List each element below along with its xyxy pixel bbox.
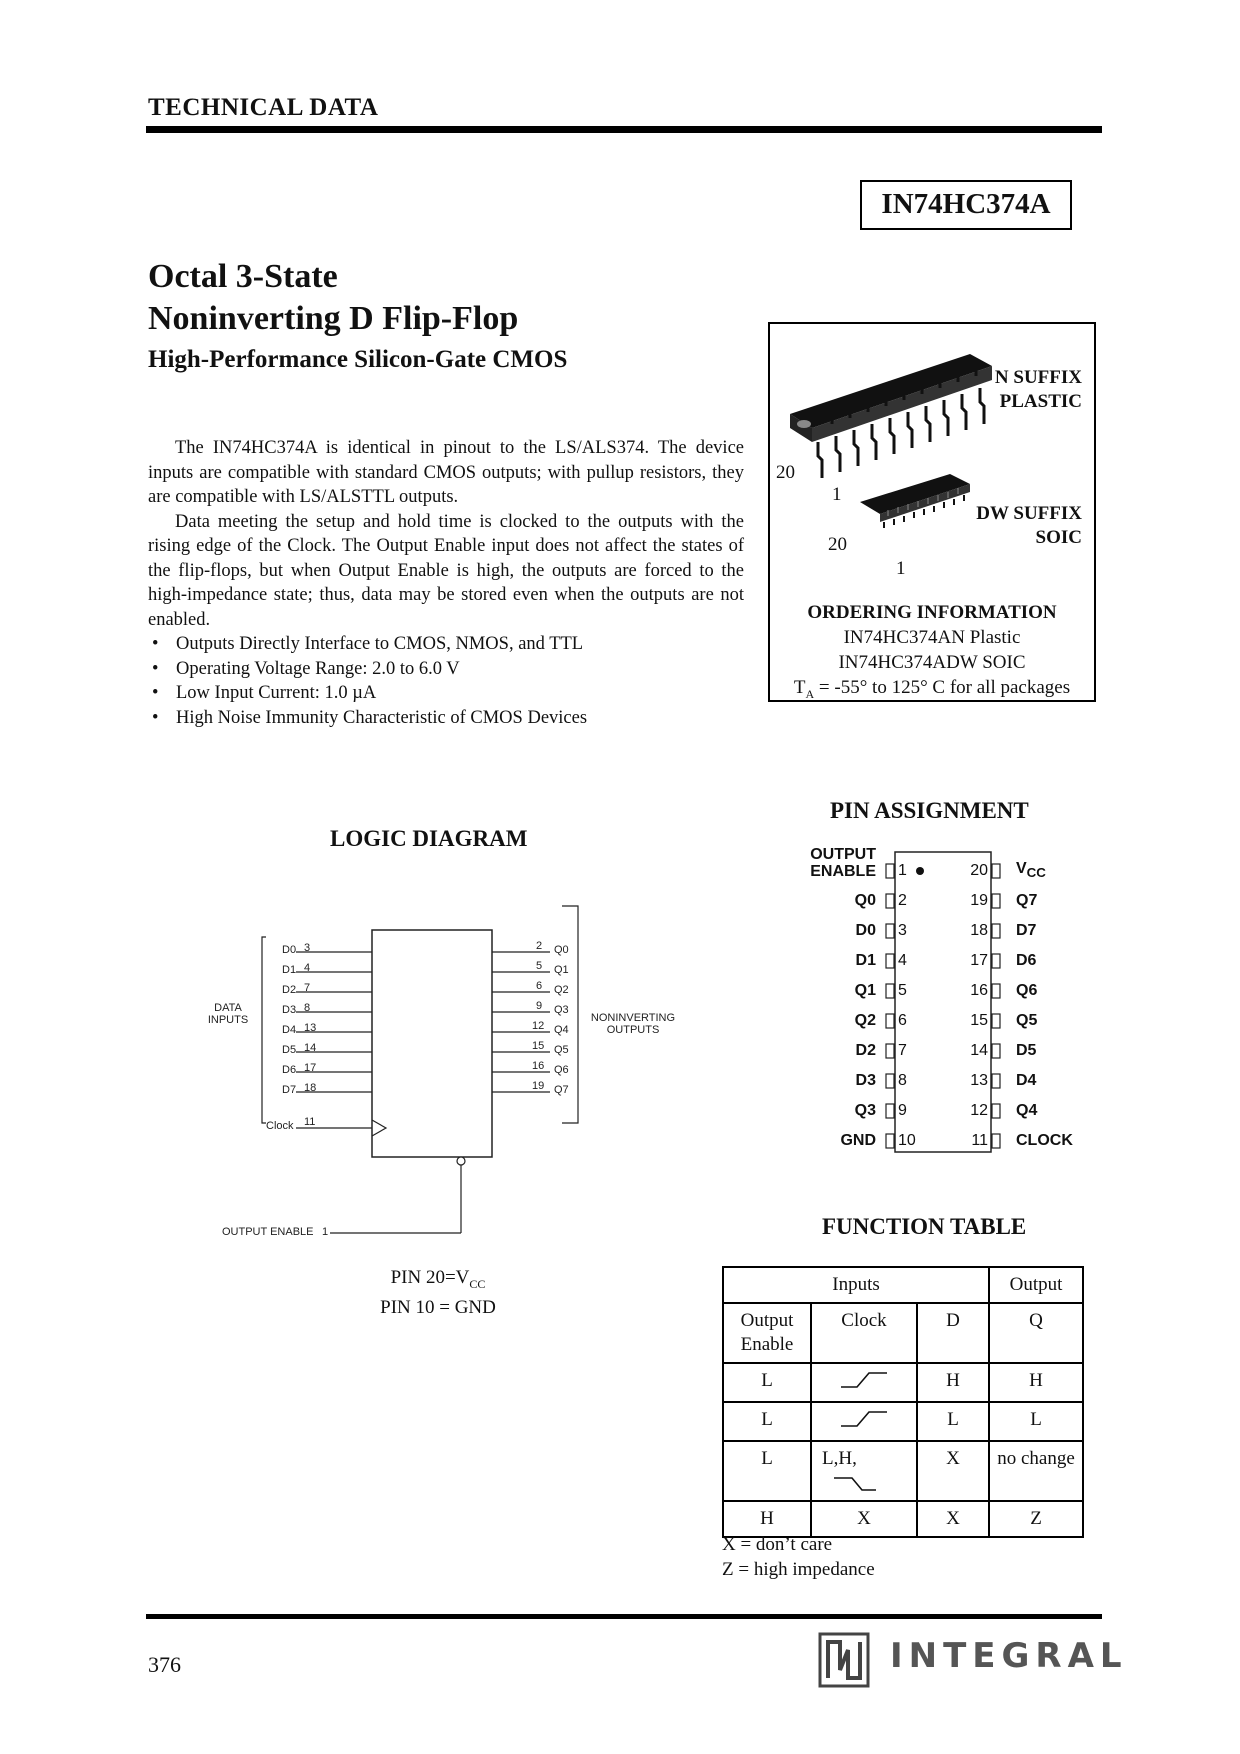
pin-name-left: D0 [855,922,876,939]
pin-name-left: OUTPUT ENABLE [810,846,876,880]
output-pin: 15 [532,1040,545,1052]
table-header: Inputs [723,1267,989,1303]
pin-name-right: D5 [1016,1042,1037,1059]
pin-name-right: $V_{CC}$ [1016,860,1046,881]
output-enable-label: OUTPUT ENABLE [222,1226,314,1238]
table-cell: H [723,1501,811,1537]
table-cell: Z [989,1501,1083,1537]
pin10-note: PIN 10 = GND [380,1296,496,1318]
note: X = don’t care [722,1534,833,1555]
dip-package-icon [790,354,992,478]
output-pin: 6 [536,980,543,992]
title-line-2: Noninverting D Flip-Flop [148,300,519,337]
description-para-1: The IN74HC374A is identical in pinout to the LS/ALS374. The device inputs are compatible with standard CMOS outputs; with pullup resistors, they are compatible with LS/ALSTTL outputs. [148,438,744,507]
pin-name-left: D1 [855,952,876,969]
pin-name-left: Q2 [854,1012,876,1029]
pin-number: 3 [898,922,907,939]
logic-diagram-heading: LOGIC DIAGRAM [330,826,528,851]
table-cell: H [989,1363,1083,1402]
pin-assignment-heading: PIN ASSIGNMENT [830,798,1029,823]
footer-rule [146,1614,1102,1619]
pin-name-right: D7 [1016,922,1037,939]
soic-package-icon [860,474,970,528]
output-label: Q7 [554,1084,569,1096]
ordering-line: IN74HC374ADW SOIC [838,652,1026,673]
n-suffix-label: N SUFFIX PLASTIC [994,367,1082,412]
table-row [723,1363,1083,1402]
pin-number: 20 [970,862,988,879]
input-pin: 14 [304,1042,317,1054]
pin-number: 8 [898,1072,907,1089]
pin-name-right: D4 [1016,1072,1037,1089]
pin-name-left: Q1 [854,982,876,999]
pin-assignment [790,848,1090,1160]
pin-number: 4 [898,952,907,969]
table-header: Clock [811,1303,917,1363]
soic-pin20-label: 20 [828,534,847,555]
note: Z = high impedance [722,1559,875,1580]
output-enable-pin: 1 [322,1226,329,1238]
output-pin: 12 [532,1020,545,1032]
table-row [723,1441,1083,1501]
table-row [723,1402,1083,1441]
input-label: D7 [282,1084,297,1096]
output-pin: 5 [536,960,543,972]
pin-number: 11 [971,1132,988,1149]
pin-number: 7 [898,1042,907,1059]
table-row [723,1267,1083,1303]
pin-number: 17 [970,952,988,969]
pin-number: 15 [970,1012,988,1029]
input-pin: 4 [304,962,311,974]
pin-number: 6 [898,1012,907,1029]
function-table [722,1266,1084,1538]
feature-list [148,632,744,730]
pin-number: 14 [970,1042,988,1059]
output-label: Q3 [554,1004,569,1016]
pin-name-right: Q6 [1016,982,1038,999]
data-inputs-label: DATA INPUTS [207,1002,249,1026]
pin-name-right: Q7 [1016,892,1038,909]
power-pins-note [330,1266,546,1320]
pin-name-left: Q0 [854,892,876,909]
feature-item: • High Noise Immunity Characteristic of CMOS Devices [152,707,588,728]
table-cell: no change [989,1441,1083,1501]
output-label: Q4 [554,1024,569,1036]
page-number: 376 [148,1652,181,1677]
pin20-note: PIN $20=V_{CC}$ [390,1267,486,1291]
table-cell [811,1363,917,1402]
integral-logo-icon [818,1632,870,1688]
input-pin: 8 [304,1002,311,1014]
falling-edge-icon [832,1474,878,1494]
pin-number: 13 [970,1072,988,1089]
pin-name-left: Q3 [854,1102,876,1119]
table-header: D [917,1303,989,1363]
brand-name: INTEGRAL [890,1636,1128,1676]
output-pin: 16 [532,1060,545,1072]
output-pin: 19 [532,1080,545,1092]
table-cell [811,1402,917,1441]
input-label: D3 [282,1004,297,1016]
logic-diagram [196,880,696,1250]
table-cell: L [917,1402,989,1441]
ordering-line: IN74HC374AN Plastic [843,627,1021,648]
table-cell: L [723,1441,811,1501]
part-number: IN74HC374A [860,180,1072,230]
output-label: Q6 [554,1064,569,1076]
table-header: Q [989,1303,1083,1363]
table-row [723,1303,1083,1363]
pin-name-right: Q5 [1016,1012,1038,1029]
feature-item: • Low Input Current: 1.0 µA [152,683,377,703]
title-line-1: Octal 3-State [148,258,338,295]
dip-pin1-label: 1 [832,484,842,505]
pin-number: 9 [898,1102,907,1119]
ordering-info [770,600,1094,707]
input-label: D5 [282,1044,297,1056]
pin-number: 19 [970,892,988,909]
table-cell: X [811,1501,917,1537]
pin-name-right: Q4 [1016,1102,1038,1119]
rising-edge-icon [839,1369,889,1389]
temperature-range: $T_A = -55^\circ$ to 125° C for all packages [793,677,1071,701]
rising-edge-icon [839,1408,889,1428]
pin-name-right: CLOCK [1016,1132,1073,1149]
output-label: Q0 [554,944,569,956]
title-block [148,256,518,340]
input-pin: 3 [304,942,311,954]
input-pin: 17 [304,1062,317,1074]
output-pin: 2 [536,940,543,952]
input-label: D6 [282,1064,297,1076]
table-notes [722,1532,875,1582]
package-box [768,322,1096,702]
pin-name-left: D2 [855,1042,876,1059]
pin-name-left: GND [840,1132,876,1149]
feature-item: • Outputs Directly Interface to CMOS, NMOS, and TTL [152,634,584,654]
output-label: Q2 [554,984,569,996]
pin-number: 18 [970,922,988,939]
table-cell: L [723,1363,811,1402]
table-cell: H [917,1363,989,1402]
pin-number: 1 [898,862,907,879]
subtitle: High-Performance Silicon-Gate CMOS [148,346,568,373]
description [148,436,744,730]
output-label: Q1 [554,964,569,976]
input-label: D1 [282,964,297,976]
pin-number: 10 [898,1132,916,1149]
table-header: Output [989,1267,1083,1303]
header-rule [146,126,1102,133]
soic-pin1-label: 1 [896,558,906,579]
input-pin: 7 [304,982,311,994]
input-label: D4 [282,1024,297,1036]
section-header: TECHNICAL DATA [148,94,379,121]
pin-number: 5 [898,982,907,999]
function-table-heading: FUNCTION TABLE [822,1214,1027,1239]
input-pin: 13 [304,1022,317,1034]
input-label: D2 [282,984,297,996]
table-cell: L [989,1402,1083,1441]
pin-name-right: D6 [1016,952,1037,969]
table-cell: X [917,1501,989,1537]
table-cell: L [723,1402,811,1441]
clock-pin: 11 [304,1116,316,1128]
dw-suffix-label: DW SUFFIX SOIC [976,503,1082,548]
ordering-heading: ORDERING INFORMATION [807,602,1057,623]
pin-number: 2 [898,892,907,909]
feature-item: • Operating Voltage Range: 2.0 to 6.0 V [152,658,460,679]
table-header: Output Enable [723,1303,811,1363]
pin-number: 12 [970,1102,988,1119]
output-pin: 9 [536,1000,543,1012]
description-para-2: Data meeting the setup and hold time is clocked to the outputs with the rising edge of the Clock. The Output Enable input does not affect the states of the flip-flops, but when Output Enable is high, the outputs are forced to the high-impedance state; thus, data may be stored even when the outputs are not enabled. [148,511,744,630]
input-pin: 18 [304,1082,317,1094]
pin-name-left: D3 [855,1072,876,1089]
table-cell: L,H, [811,1441,917,1501]
dip-pin20-label: 20 [776,462,795,483]
noninverting-outputs-label: NONINVERTING OUTPUTS [590,1012,676,1036]
clock-label: Clock [266,1120,294,1132]
input-label: D0 [282,944,297,956]
pin-number: 16 [970,982,988,999]
table-cell: X [917,1441,989,1501]
output-label: Q5 [554,1044,569,1056]
